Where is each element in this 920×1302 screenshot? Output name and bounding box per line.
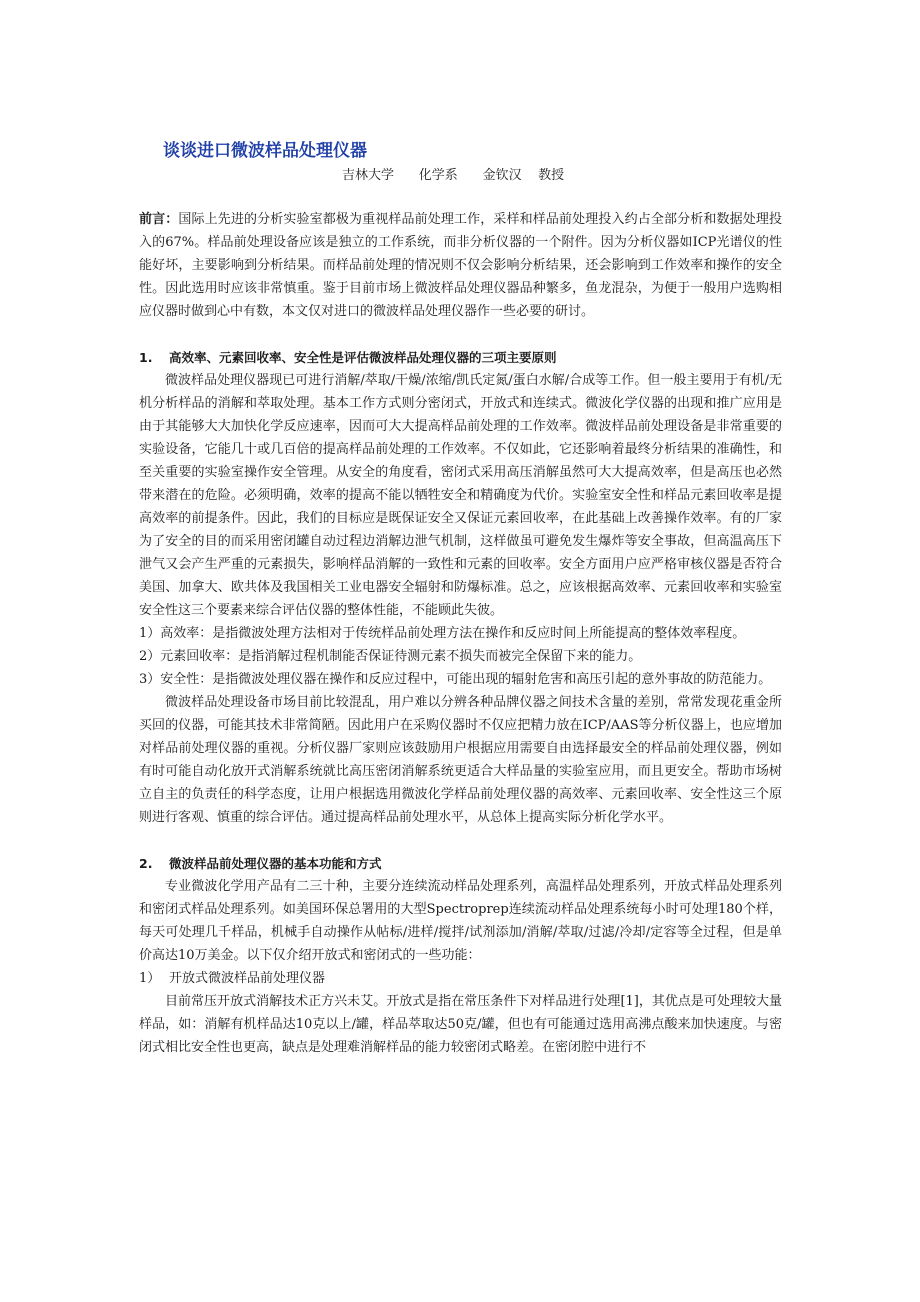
section-1-title: 高效率、元素回收率、安全性是评估微波样品处理仪器的三项主要原则	[169, 350, 557, 365]
document-body	[139, 208, 782, 1059]
document-title: 谈谈进口微波样品处理仪器	[163, 141, 367, 161]
section-1-item-3: 3）安全性：是指微波处理仪器在操作和反应过程中，可能出现的辐射危害和高压引起的意外事故的防范能力。	[139, 672, 772, 687]
section-1-number: 1.	[139, 350, 153, 365]
section-1-paragraph-2: 微波样品处理设备市场目前比较混乱，用户难以分辨各种品牌仪器之间技术含量的差别，常常发现花重金所买回的仪器，可能其技术非常简陋。因此用户在采购仪器时不仅应把精力放在ICP/AAS等分析仪器上，也应增加对样品前处理仪器的重视。分析仪器厂家则应该鼓励用户根据应用需要自由选择最安全的样品前处理仪器，例如有时可能自动化放开式消解系统就比高压密闭消解系统更适合大样品量的实验室应用，而且更安全。帮助市场树立自主的负责任的科学态度，让用户根据选用微波化学样品前处理仪器的高效率、元素回收率、安全性这三个原则进行客观、慎重的综合评估。通过提高样品前处理水平，从总体上提高实际分析化学水平。	[139, 695, 782, 825]
preface-text: 国际上先进的分析实验室都极为重视样品前处理工作，采样和样品前处理投入约占全部分析和数据处理投入的67%。样品前处理设备应该是独立的工作系统，而非分析仪器的一个附件。因为分析仪器如ICP光谱仪的性能好坏，主要影响到分析结果。而样品前处理的情况则不仅会影响分析结果，还会影响到工作效率和操作的安全性。因此选用时应该非常慎重。鉴于目前市场上微波样品处理仪器品种繁多，鱼龙混杂，为便于一般用户选购相应仪器时做到心中有数，本文仅对进口的微波样品处理仪器作一些必要的研讨。	[139, 212, 782, 319]
section-2-heading	[139, 852, 782, 875]
section-2-paragraph-1: 专业微波化学用产品有二三十种，主要分连续流动样品处理系列，高温样品处理系列，开放式样品处理系列和密闭式样品处理系列。如美国环保总署用的大型Spectroprep连续流动样品处理系统每小时可处理180个样，每天可处理几千样品，机械手自动操作从帖标/进样/搅拌/试剂添加/消解/萃取/过滤/冷却/定容等全过程，但是单价高达10万美金。以下仅介绍开放式和密闭式的一些功能：	[139, 879, 782, 963]
section-2-sub-number: 1）	[139, 971, 161, 986]
section-2-title: 微波样品前处理仪器的基本功能和方式	[169, 856, 382, 871]
section-1-item-2: 2）元素回收率：是指消解过程机制能否保证待测元素不损失而被完全保留下来的能力。	[139, 649, 642, 664]
preface-paragraph	[139, 208, 782, 323]
author-byline: 吉林大学 化学系 金钦汉 教授	[342, 168, 565, 183]
preface-label: 前言：	[139, 212, 179, 227]
section-2-sub-title: 开放式微波样品前处理仪器	[169, 971, 326, 986]
section-2-subheading	[139, 967, 782, 990]
section-2-number: 2.	[139, 856, 153, 871]
section-1-paragraph-1: 微波样品处理仪器现已可进行消解/萃取/干燥/浓缩/凯氏定氮/蛋白水解/合成等工作。但一般主要用于有机/无机分析样品的消解和萃取处理。基本工作方式则分密闭式，开放式和连续式。微波化学仪器的出现和推广应用是由于其能够大大加快化学反应速率，因而可大大提高样品前处理的工作效率。微波样品前处理设备是非常重要的实验设备，它能几十或几百倍的提高样品前处理的工作效率。不仅如此，它还影响着最终分析结果的准确性，和至关重要的实验室操作安全管理。从安全的角度看，密闭式采用高压消解虽然可大大提高效率，但是高压也必然带来潜在的危险。必须明确，效率的提高不能以牺牲安全和精确度为代价。实验室安全性和样品元素回收率是提高效率的前提条件。因此，我们的目标应是既保证安全又保证元素回收率，在此基础上改善操作效率。有的厂家为了安全的目的而采用密闭罐自动过程边消解边泄气机制，这样做虽可避免发生爆炸等安全事故，但高温高压下泄气又会产生严重的元素损失，影响样品消解的一致性和元素的回收率。安全方面用户应严格审核仪器是否符合美国、加拿大、欧共体及我国相关工业电器安全辐射和防爆标准。总之，应该根据高效率、元素回收率和实验室安全性这三个要素来综合评估仪器的整体性能，不能顾此失彼。	[139, 373, 782, 618]
section-2-paragraph-2: 目前常压开放式消解技术正方兴未艾。开放式是指在常压条件下对样品进行处理[1]，其优点是可处理较大量样品，如：消解有机样品达10克以上/罐，样品萃取达50克/罐，但也有可能通过选用高沸点酸来加快速度。与密闭式相比安全性也更高，缺点是处理难消解样品的能力较密闭式略差。在密闭腔中进行不	[139, 994, 782, 1055]
section-1-item-1: 1）高效率：是指微波处理方法相对于传统样品前处理方法在操作和反应时间上所能提高的整体效率程度。	[139, 626, 746, 641]
section-1-heading	[139, 346, 782, 369]
